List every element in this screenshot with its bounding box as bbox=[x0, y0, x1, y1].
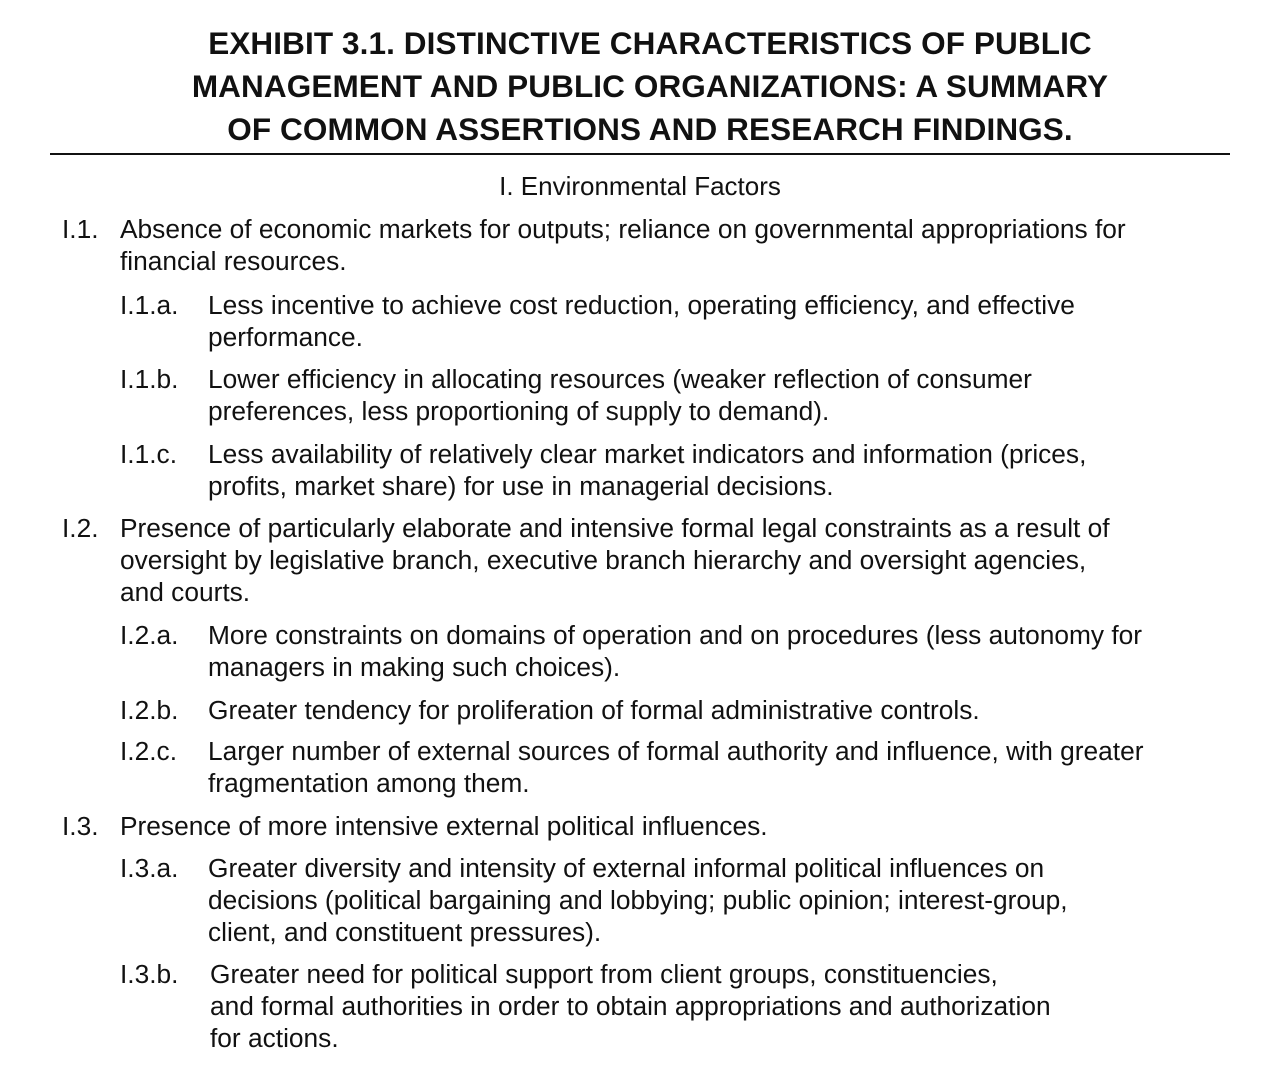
item-text-line: oversight by legislative branch, executive branch hierarchy and oversight agencies, bbox=[120, 545, 1087, 575]
item-number: I.1.a. bbox=[120, 290, 179, 320]
item-text bbox=[120, 213, 1126, 277]
item-text-line: Greater need for political support from client groups, constituencies, bbox=[210, 959, 998, 989]
item-number: I.3.a. bbox=[120, 853, 179, 883]
title-line-2: MANAGEMENT AND PUBLIC ORGANIZATIONS: A SUMMARY bbox=[191, 68, 1109, 104]
item-text bbox=[208, 694, 980, 726]
item-text bbox=[208, 438, 1086, 502]
item-text-line: profits, market share) for use in managerial decisions. bbox=[208, 471, 834, 501]
item-number: I.2.c. bbox=[120, 736, 177, 766]
item-text-line: fragmentation among them. bbox=[208, 768, 530, 798]
item-text-line: and formal authorities in order to obtain appropriations and authorization bbox=[210, 991, 1051, 1021]
item-number: I.3. bbox=[62, 811, 99, 841]
exhibit-title bbox=[60, 22, 1240, 151]
item-text-line: More constraints on domains of operation and on procedures (less autonomy for bbox=[208, 620, 1143, 650]
item-text-line: Lower efficiency in allocating resources (weaker reflection of consumer bbox=[208, 364, 1032, 394]
item-text bbox=[120, 512, 1110, 608]
item-number: I.3.b. bbox=[120, 959, 179, 989]
item-text-line: Greater diversity and intensity of external informal political influences on bbox=[208, 853, 1045, 883]
item-text-line: client, and constituent pressures). bbox=[208, 917, 602, 947]
item-number: I.1.c. bbox=[120, 439, 177, 469]
item-text-line: financial resources. bbox=[120, 246, 347, 276]
item-text bbox=[208, 735, 1144, 799]
item-text-line: Absence of economic markets for outputs; reliance on governmental appropriations for bbox=[120, 214, 1126, 244]
item-text bbox=[208, 852, 1068, 948]
item-text-line: decisions (political bargaining and lobbying; public opinion; interest-group, bbox=[208, 885, 1068, 915]
item-text bbox=[210, 958, 1051, 1054]
item-text-line: Greater tendency for proliferation of formal administrative controls. bbox=[208, 695, 980, 725]
item-text bbox=[208, 619, 1142, 683]
item-number: I.2.a. bbox=[120, 620, 179, 650]
item-text-line: for actions. bbox=[210, 1023, 339, 1053]
item-number: I.2. bbox=[62, 513, 99, 543]
title-line-1: EXHIBIT 3.1. DISTINCTIVE CHARACTERISTICS OF PUBLIC bbox=[208, 25, 1092, 61]
item-text-line: Presence of more intensive external political influences. bbox=[120, 811, 768, 841]
item-text-line: Presence of particularly elaborate and intensive formal legal constraints as a result of bbox=[120, 513, 1110, 543]
item-text-line: preferences, less proportioning of supply to demand). bbox=[208, 396, 830, 426]
item-text-line: Larger number of external sources of formal authority and influence, with greater bbox=[208, 736, 1144, 766]
title-divider bbox=[50, 153, 1230, 155]
item-text bbox=[208, 363, 1032, 427]
item-text bbox=[120, 810, 768, 842]
item-number: I.1.b. bbox=[120, 364, 179, 394]
item-text-line: Less availability of relatively clear market indicators and information (prices, bbox=[208, 439, 1087, 469]
item-text bbox=[208, 289, 1075, 353]
item-text-line: performance. bbox=[208, 322, 363, 352]
section-heading: I. Environmental Factors bbox=[499, 171, 781, 201]
item-number: I.2.b. bbox=[120, 695, 179, 725]
item-text-line: Less incentive to achieve cost reduction, operating efficiency, and effective bbox=[208, 290, 1075, 320]
item-text-line: managers in making such choices). bbox=[208, 652, 621, 682]
item-text-line: and courts. bbox=[120, 577, 251, 607]
item-number: I.1. bbox=[62, 214, 99, 244]
title-line-3: OF COMMON ASSERTIONS AND RESEARCH FINDINGS. bbox=[227, 111, 1073, 147]
